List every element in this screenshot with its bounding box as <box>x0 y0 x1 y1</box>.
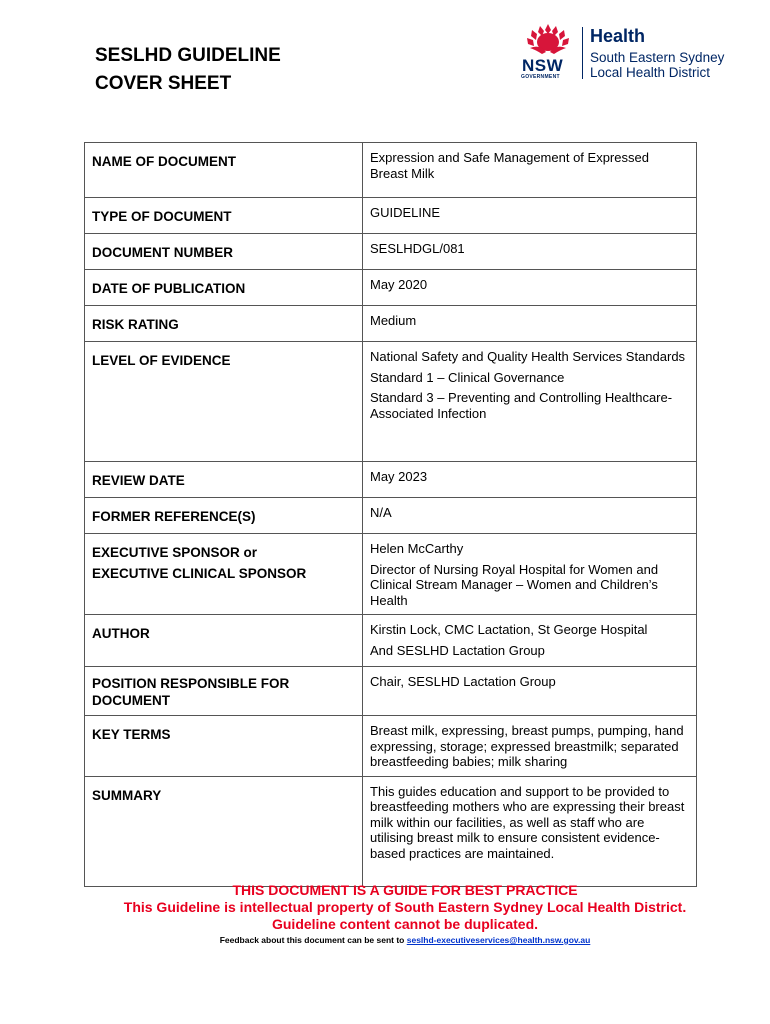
row-label: KEY TERMS <box>85 716 363 777</box>
row-label: TYPE OF DOCUMENT <box>85 198 363 234</box>
nsw-health-logo <box>518 22 758 82</box>
value-text: Chair, SESLHD Lactation Group <box>370 674 556 689</box>
title-line-1: SESLHD GUIDELINE <box>95 45 281 66</box>
row-value <box>363 234 697 270</box>
value-text: May 2023 <box>370 469 428 484</box>
row-value <box>363 462 697 498</box>
row-value <box>363 716 697 777</box>
table-row <box>85 306 697 342</box>
row-value <box>363 143 697 198</box>
row-value <box>363 342 697 462</box>
table-row <box>85 498 697 534</box>
value-text: N/A <box>370 505 392 520</box>
document-footer <box>0 882 770 945</box>
district-line-2: Local Health District <box>590 65 711 80</box>
row-label: LEVEL OF EVIDENCE <box>85 342 363 462</box>
label-line-1: EXECUTIVE SPONSOR or <box>92 545 258 560</box>
table-row <box>85 716 697 777</box>
row-label: DATE OF PUBLICATION <box>85 270 363 306</box>
government-wordmark: GOVERNMENT <box>521 74 560 80</box>
table-row <box>85 667 697 716</box>
value-text: GUIDELINE <box>370 205 441 220</box>
row-label: AUTHOR <box>85 615 363 667</box>
district-name <box>590 50 724 80</box>
row-label: DOCUMENT NUMBER <box>85 234 363 270</box>
row-label: RISK RATING <box>85 306 363 342</box>
table-row <box>85 270 697 306</box>
value-text: Director of Nursing Royal Hospital for Women and Clinical Stream Manager – Women and Children’s Health <box>370 561 659 608</box>
value-text: SESLHDGL/081 <box>370 241 465 256</box>
row-label: FORMER REFERENCE(S) <box>85 498 363 534</box>
value-text: Standard 3 – Preventing and Controlling Healthcare-Associated Infection <box>370 390 673 421</box>
value-text: Breast milk, expressing, breast pumps, pumping, hand expressing, storage; expressed breastmilk; separated breastfeeding babies; milk sharing <box>370 723 684 769</box>
value-text: This guides education and support to be provided to breastfeeding mothers who are expressing their breast milk within our facilities, as well as staff who are utilising breast milk to ensure consistent evidence-based practices are maintained. <box>370 783 685 861</box>
logo-divider <box>582 27 583 79</box>
row-value <box>363 534 697 615</box>
row-value <box>363 306 697 342</box>
value-text: Medium <box>370 313 417 328</box>
row-label: POSITION RESPONSIBLE FOR DOCUMENT <box>85 667 363 716</box>
value-text: And SESLHD Lactation Group <box>370 642 545 658</box>
row-label: NAME OF DOCUMENT <box>85 143 363 198</box>
table-row <box>85 234 697 270</box>
label-line-2: EXECUTIVE CLINICAL SPONSOR <box>92 566 307 581</box>
cover-sheet-table <box>84 142 697 887</box>
feedback-email-link[interactable]: seslhd-executiveservices@health.nsw.gov.au <box>406 935 591 945</box>
value-text: Expression and Safe Management of Expressed Breast Milk <box>370 150 649 181</box>
row-value <box>363 615 697 667</box>
nsw-wordmark: NSW <box>522 56 564 75</box>
intellectual-property-notice: This Guideline is intellectual property of South Eastern Sydney Local Health District. <box>123 899 687 915</box>
row-label: REVIEW DATE <box>85 462 363 498</box>
district-line-1: South Eastern Sydney <box>590 50 725 65</box>
value-text: Kirstin Lock, CMC Lactation, St George Hospital <box>370 622 648 637</box>
row-value <box>363 270 697 306</box>
value-text: Standard 1 – Clinical Governance <box>370 369 565 385</box>
feedback-line <box>0 935 770 945</box>
table-row <box>85 776 697 886</box>
table-row <box>85 534 697 615</box>
row-value <box>363 498 697 534</box>
value-text: May 2020 <box>370 277 428 292</box>
row-value <box>363 667 697 716</box>
best-practice-notice: THIS DOCUMENT IS A GUIDE FOR BEST PRACTICE <box>232 882 578 898</box>
table-row <box>85 462 697 498</box>
feedback-text: Feedback about this document can be sent to <box>219 935 407 945</box>
value-text: National Safety and Quality Health Services Standards <box>370 349 686 364</box>
row-value <box>363 776 697 886</box>
waratah-icon <box>522 22 574 60</box>
row-label <box>85 534 363 615</box>
document-title <box>95 42 281 98</box>
table-row <box>85 615 697 667</box>
table-row <box>85 342 697 462</box>
value-text: Helen McCarthy <box>370 541 464 556</box>
duplication-notice: Guideline content cannot be duplicated. <box>271 916 539 932</box>
health-wordmark: Health <box>590 26 646 46</box>
row-label: SUMMARY <box>85 776 363 886</box>
title-line-2: COVER SHEET <box>95 73 232 94</box>
row-value <box>363 198 697 234</box>
table-row <box>85 198 697 234</box>
table-row <box>85 143 697 198</box>
